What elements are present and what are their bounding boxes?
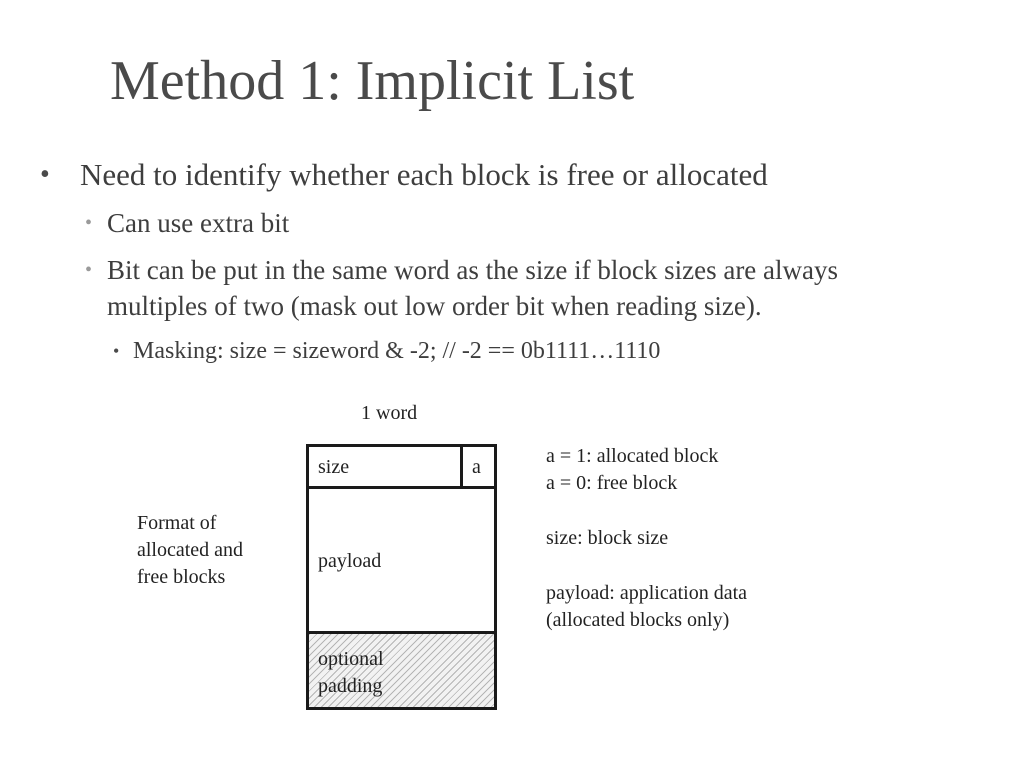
bullet-text-sub1: Can use extra bit (107, 208, 290, 238)
bullet-dot: • (85, 259, 93, 281)
payload-cell (306, 486, 497, 634)
bullet-text-main: Need to identify whether each block is free or allocated (80, 157, 768, 192)
header-size-cell (306, 444, 463, 489)
legend-payload-line2: (allocated blocks only) (546, 609, 730, 631)
bullet-text-masking: Masking: size = sizeword & -2; // -2 == 0b1111…1110 (133, 338, 661, 364)
legend-size: size: block size (546, 527, 669, 549)
format-caption-line3: free blocks (137, 566, 226, 588)
header-size-label: size (318, 456, 350, 478)
slide-title: Method 1: Implicit List (110, 50, 635, 112)
legend-a0: a = 0: free block (546, 472, 678, 494)
bullet-level2-extra-bit (85, 205, 290, 241)
legend-a1: a = 1: allocated block (546, 445, 719, 467)
padding-label-line1: optional (318, 648, 384, 670)
format-caption-line1: Format of (137, 512, 217, 534)
header-alloc-bit-label: a (472, 456, 481, 478)
bullet-level2-same-word-cont (107, 288, 762, 324)
bullet-level2-same-word (85, 252, 839, 288)
format-caption-line2: allocated and (137, 539, 244, 561)
header-alloc-bit-cell (460, 444, 497, 489)
legend-payload-line1: payload: application data (546, 582, 748, 604)
padding-label-line2: padding (318, 675, 383, 697)
bullet-text-sub2-line2: multiples of two (mask out low order bit when reading size). (107, 291, 762, 321)
padding-cell (306, 631, 497, 710)
bullet-dot: • (113, 341, 120, 361)
bullet-level3-masking (113, 334, 661, 368)
bullet-dot: • (85, 212, 93, 234)
word-label: 1 word (361, 402, 418, 424)
bullet-level1 (40, 155, 768, 195)
bullet-dot: • (40, 159, 50, 190)
payload-label: payload (318, 550, 382, 572)
bullet-text-sub2-line1: Bit can be put in the same word as the size if block sizes are always (107, 255, 839, 285)
